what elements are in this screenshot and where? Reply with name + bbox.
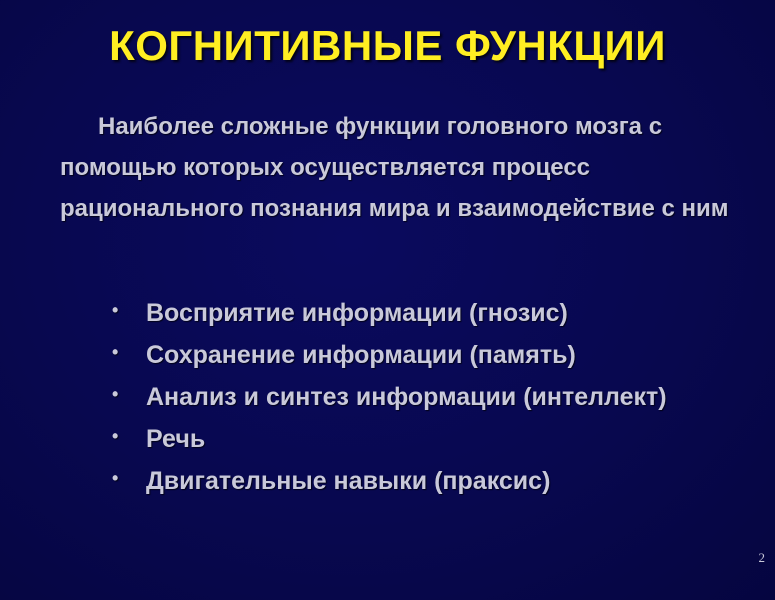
bullet-item [112,292,775,334]
bullet-text: Двигательные навыки (праксис) [146,467,551,495]
bullet-text: Сохранение информации (память) [146,341,576,369]
bullet-text: Восприятие информации (гнозис) [146,299,568,327]
bullet-icon: • [112,342,119,362]
definition-text: Наиболее сложные функции головного мозга с помощью которых осуществляется процесс рационального познания мира и взаимодействие с ним [60,113,729,222]
slide-title: КОГНИТИВНЫЕ ФУНКЦИИ [109,22,666,69]
bullet-icon: • [112,384,119,404]
bullet-item [112,334,775,376]
bullet-text: Анализ и синтез информации (интеллект) [146,383,667,411]
bullet-item [112,460,775,502]
bullet-icon: • [112,426,119,446]
bullet-text: Речь [146,425,206,453]
bullet-item [112,418,775,460]
bullet-item [112,376,775,418]
bullet-icon: • [112,300,119,320]
bullet-list [112,292,775,502]
page-number: 2 [758,550,765,565]
bullet-icon: • [112,468,119,488]
